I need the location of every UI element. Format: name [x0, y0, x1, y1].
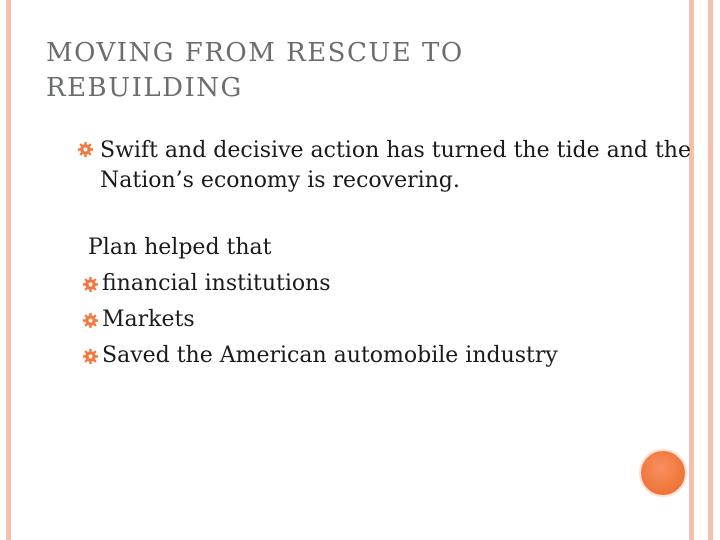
- list-item: [82, 305, 558, 341]
- list-item-text: Markets: [102, 307, 195, 332]
- left-accent-rail: [6, 0, 11, 540]
- bullet-list: [82, 269, 558, 377]
- list-item-text: financial institutions: [102, 271, 331, 296]
- decorative-orb: [639, 449, 687, 497]
- slide-title: MOVING FROM RESCUE TO REBUILDING: [46, 38, 464, 103]
- gear-bullet-icon: [82, 312, 99, 329]
- list-item: [82, 341, 558, 377]
- bullet-main: [100, 136, 700, 196]
- gear-bullet-icon: [77, 141, 94, 158]
- right-accent-rail-outer: [708, 0, 713, 540]
- plan-line: Plan helped that: [88, 235, 272, 260]
- gear-bullet-icon: [82, 276, 99, 293]
- list-item: [82, 269, 558, 305]
- gear-bullet-icon: [82, 348, 99, 365]
- bullet-main-text: Swift and decisive action has turned the tide and the Nation’s economy is recovering.: [100, 138, 691, 193]
- right-accent-rail: [689, 0, 694, 540]
- list-item-text: Saved the American automobile industry: [102, 343, 558, 368]
